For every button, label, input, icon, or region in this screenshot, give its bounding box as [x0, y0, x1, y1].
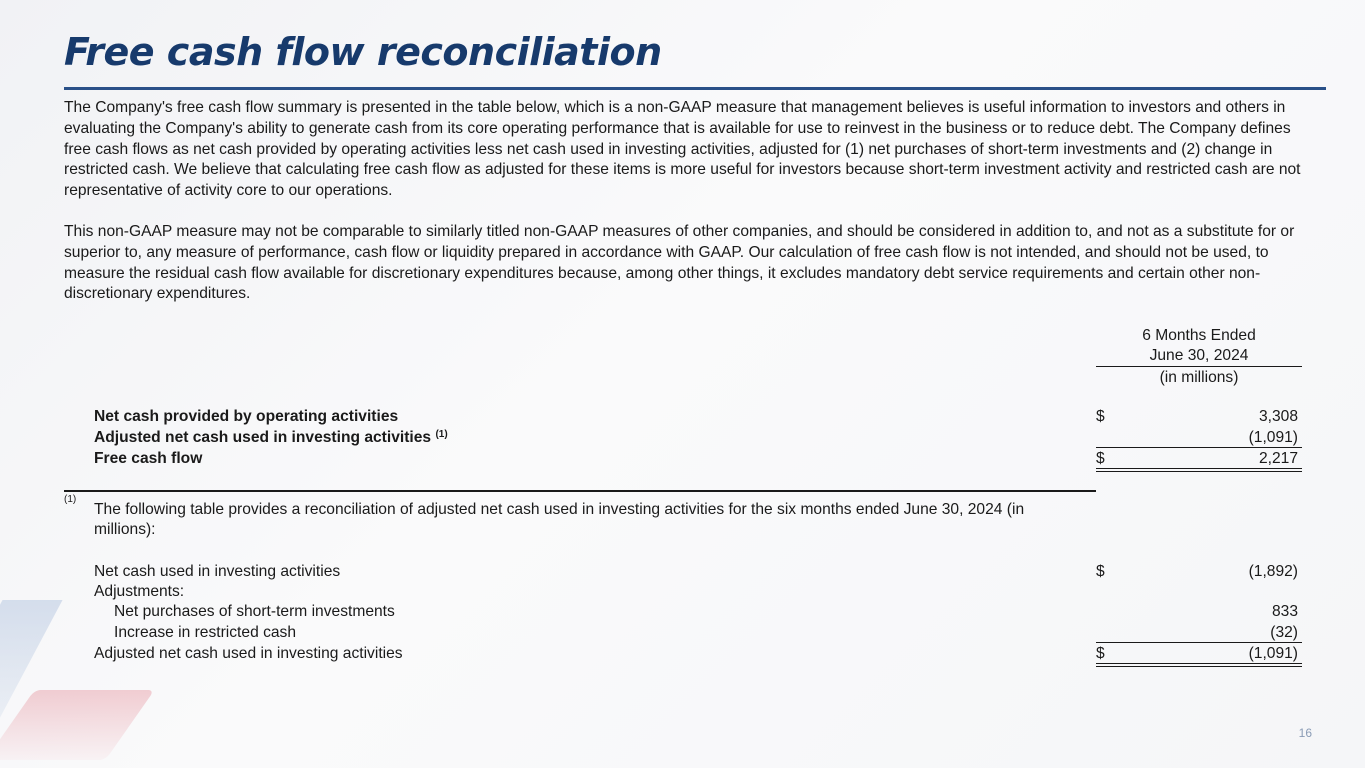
row-free-cash-flow-value: 2,217	[1258, 450, 1298, 467]
row-adjusted-investing	[94, 428, 448, 448]
footnote-text: The following table provides a reconciliation of adjusted net cash used in investing activities for the six months ended June 30, 2024 (in millions):	[94, 501, 1025, 538]
recon-row-restricted-cash-value: (32)	[1270, 624, 1298, 641]
row-operating-currency: $	[1096, 408, 1105, 425]
footnote-marker: (1)	[64, 494, 77, 505]
recon-subtotal-rule	[1096, 642, 1302, 643]
row-free-cash-flow-label: Free cash flow	[94, 450, 203, 467]
row-operating-value: 3,308	[1258, 408, 1298, 425]
row-free-cash-flow-currency: $	[1096, 450, 1105, 467]
recon-row-adjusted-currency: $	[1096, 645, 1105, 662]
recon-row-investing-value: (1,892)	[1248, 563, 1298, 580]
decorative-red-stripe	[0, 690, 155, 760]
recon-row-adjusted-value: (1,091)	[1248, 645, 1298, 662]
recon-row-short-term-label: Net purchases of short-term investments	[114, 603, 395, 620]
intro-paragraph-2: This non-GAAP measure may not be comparable to similarly titled non-GAAP measures of other companies, and should be considered in addition to, and not as a substitute for or superior to, any measure of performance, cash flow or liquidity prepared in accordance with GAAP. Our calculation of free cash flow is not intended, and should not be used, to measure the residual cash flow available for discretionary expenditures because, among other things, it excludes mandatory debt service requirements and certain other non-discretionary expenditures.	[64, 223, 1295, 303]
recon-total-double-rule	[1096, 663, 1302, 667]
row-operating-label: Net cash provided by operating activities	[94, 408, 399, 425]
recon-row-investing-label: Net cash used in investing activities	[94, 563, 341, 580]
intro-paragraph-1: The Company's free cash flow summary is presented in the table below, which is a non-GAAP measure that management believes is useful information to investors and others in evaluating the Company's ability to generate cash from its core operating performance that is available for use to reinvest in the business or to reduce debt. The Company defines free cash flows as net cash provided by operating activities less net cash used in investing activities, adjusted for (1) net purchases of short-term investments and (2) change in restricted cash. We believe that calculating free cash flow as adjusted for these items is more useful for investors because short-term investment activity and restricted cash are not representative of activity core to our operations.	[64, 99, 1301, 200]
recon-row-restricted-cash-label: Increase in restricted cash	[114, 624, 297, 641]
page-title: Free cash flow reconciliation	[64, 30, 662, 74]
recon-row-adjusted-label: Adjusted net cash used in investing activities	[94, 645, 403, 662]
header-underline	[1096, 366, 1302, 367]
footnote-separator	[64, 490, 1096, 492]
row-adjusted-investing-label: Adjusted net cash used in investing activities	[94, 429, 432, 446]
recon-row-adjustments-label: Adjustments:	[94, 583, 185, 600]
page-number: 16	[1298, 726, 1312, 740]
total-double-rule	[1096, 468, 1302, 472]
period-header-line-1: 6 Months Ended	[1142, 327, 1256, 344]
recon-row-investing-currency: $	[1096, 563, 1105, 580]
units-header: (in millions)	[1159, 369, 1239, 386]
recon-row-short-term-value: 833	[1271, 603, 1298, 620]
subtotal-rule	[1096, 447, 1302, 448]
title-underline	[64, 87, 1326, 90]
period-header-line-2: June 30, 2024	[1149, 347, 1249, 364]
row-adjusted-investing-value: (1,091)	[1248, 429, 1298, 446]
footnote-ref: (1)	[435, 429, 448, 440]
